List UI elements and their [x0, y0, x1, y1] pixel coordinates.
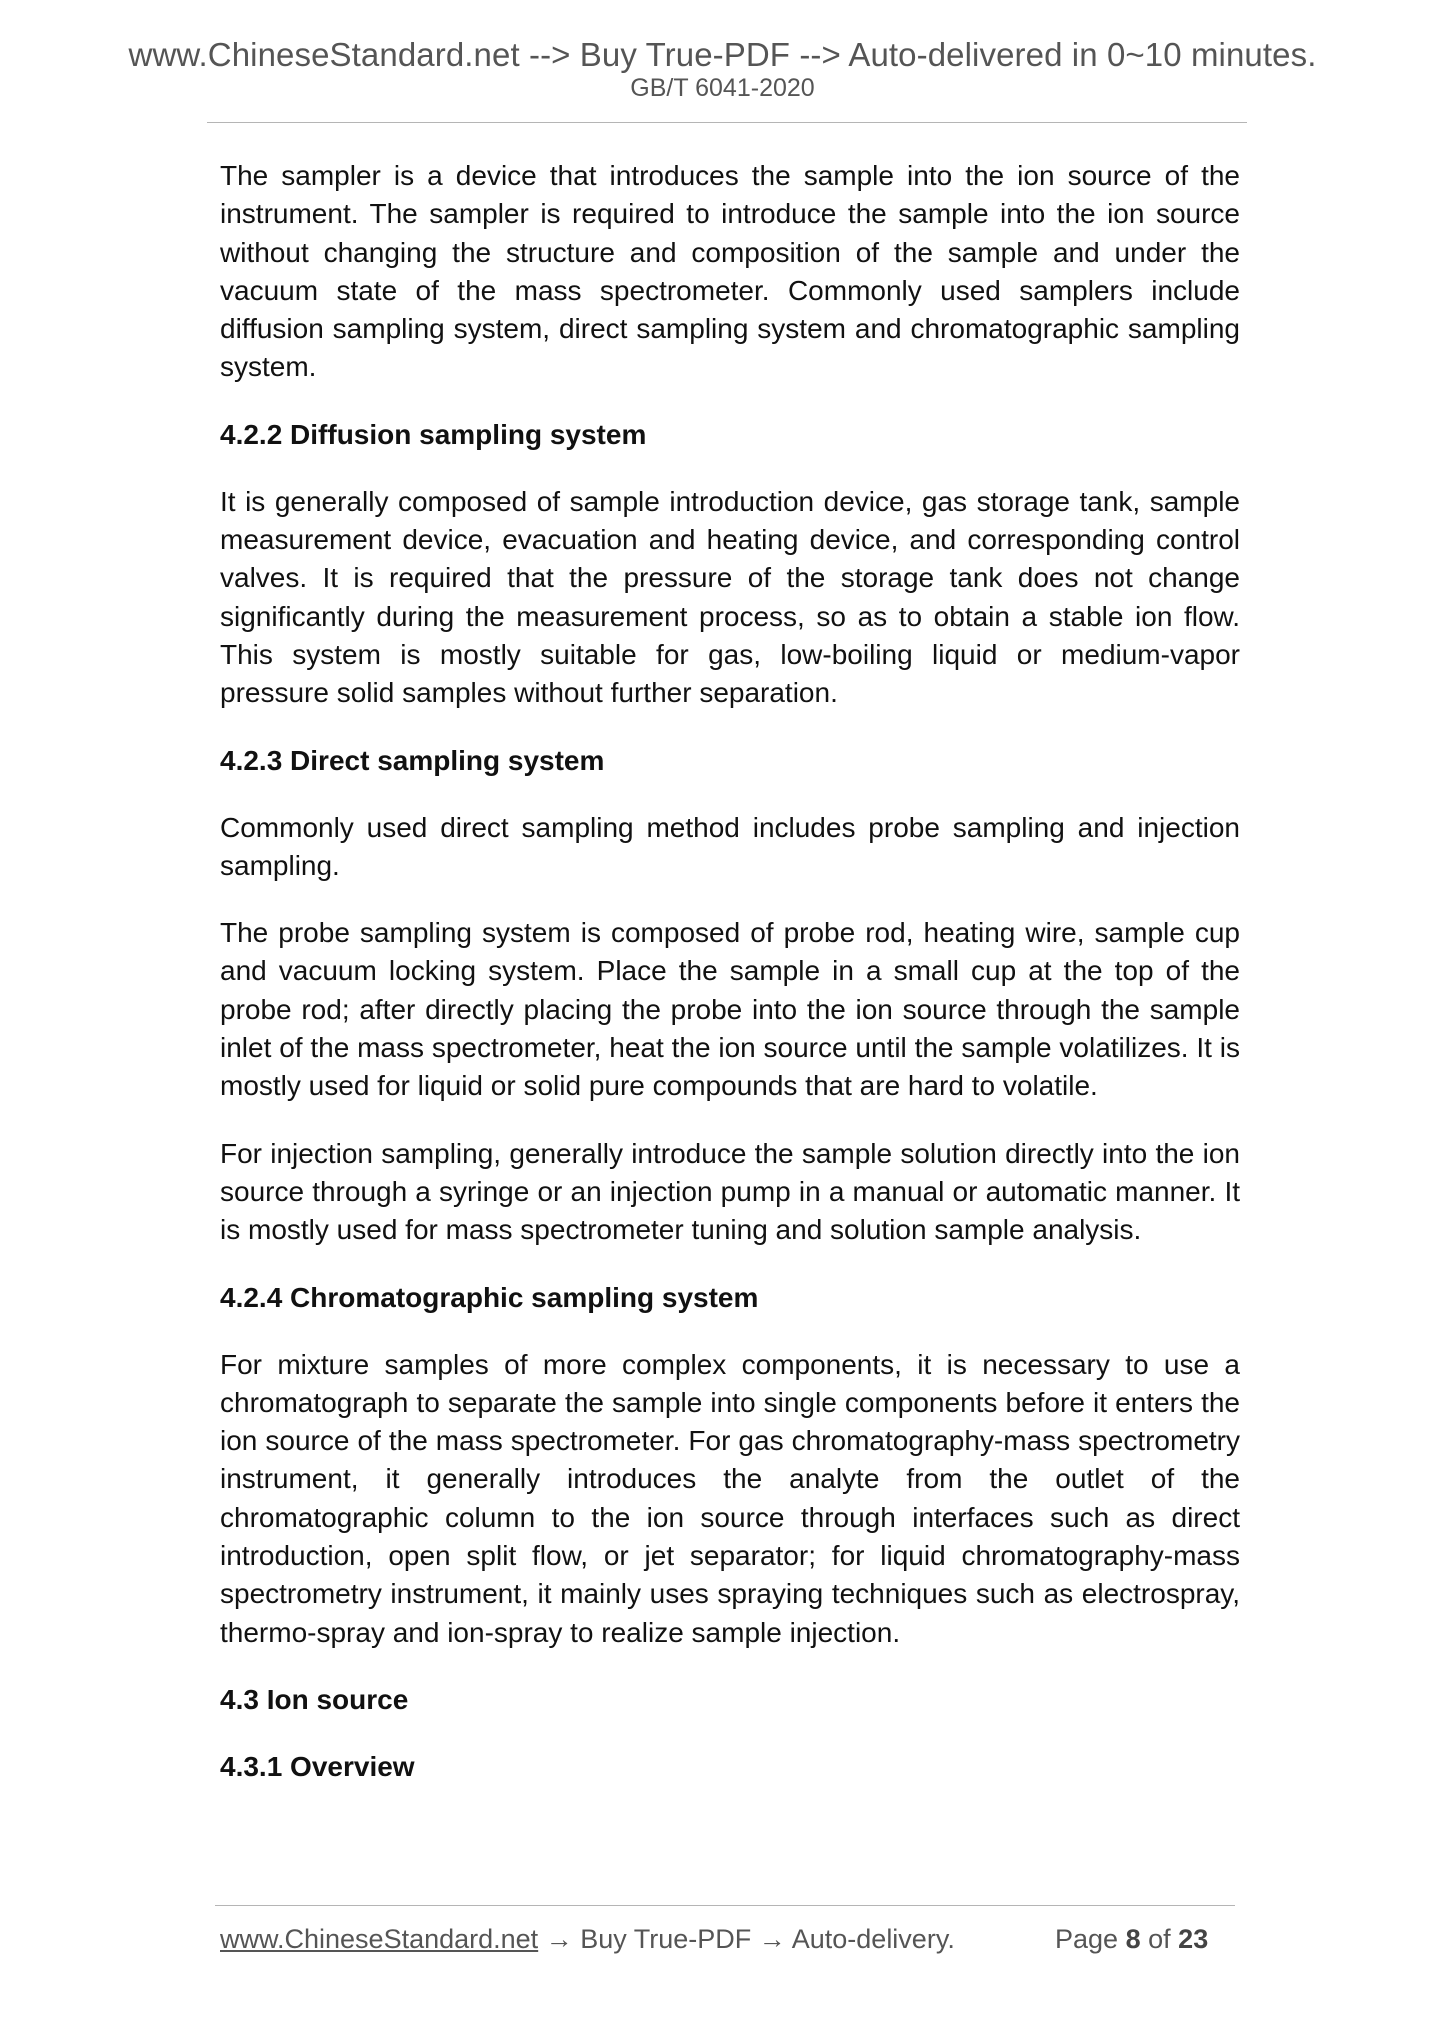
heading-4-2-4: 4.2.4 Chromatographic sampling system — [220, 1281, 759, 1313]
heading-4-3-1: 4.3.1 Overview — [220, 1750, 415, 1782]
footer-link-group — [220, 1924, 955, 1955]
heading-4-2-3: 4.2.3 Direct sampling system — [220, 744, 605, 776]
page-label: Page — [1055, 1924, 1119, 1954]
paragraph-direct-sampling-methods: Commonly used direct sampling method includes probe sampling and injection sampling. — [220, 811, 1240, 881]
page-of-label: of — [1148, 1924, 1171, 1954]
footer-site-link[interactable]: www.ChineseStandard.net — [220, 1924, 539, 1954]
footer-divider — [215, 1905, 1235, 1906]
page-indicator — [1055, 1924, 1208, 1955]
document-body — [220, 157, 1240, 1815]
top-banner: www.ChineseStandard.net --> Buy True-PDF --> Auto-delivered in 0~10 minutes. — [128, 36, 1317, 73]
paragraph-probe-sampling: The probe sampling system is composed of probe rod, heating wire, sample cup and vacuum locking system. Place the sample in a small cup at the top of the probe rod; after directly placing the probe into the ion source through the sample inlet of the mass spectrometer, heat the ion source until the sample volatilizes. It is mostly used for liquid or solid pure compounds that are hard to volatile. — [220, 917, 1240, 1102]
header-divider — [207, 122, 1247, 123]
paragraph-diffusion-sampling: It is generally composed of sample introduction device, gas storage tank, sample measurement device, evacuation and heating device, and corresponding control valves. It is required that the pressure of the storage tank does not change significantly during the measurement process, so as to obtain a stable ion flow. This system is mostly suitable for gas, low-boiling liquid or medium-vapor pressure solid samples without further separation. — [220, 485, 1240, 709]
footer-tagline: → Buy True-PDF → Auto-delivery. — [538, 1924, 955, 1954]
page-total: 23 — [1178, 1924, 1209, 1954]
standard-code: GB/T 6041-2020 — [630, 74, 815, 102]
heading-4-2-2: 4.2.2 Diffusion sampling system — [220, 418, 647, 450]
paragraph-injection-sampling: For injection sampling, generally introduce the sample solution directly into the ion source through a syringe or an injection pump in a manual or automatic manner. It is mostly used for mass spectrometer tuning and solution sample analysis. — [220, 1137, 1240, 1246]
paragraph-chromatographic-sampling: For mixture samples of more complex components, it is necessary to use a chromatograph to separate the sample into single components before it enters the ion source of the mass spectrometer. For gas chromatography-mass spectrometry instrument, it generally introduces the analyte from the outlet of the chromatographic column to the ion source through interfaces such as direct introduction, open split flow, or jet separator; for liquid chromatography-mass spectrometry instrument, it mainly uses spraying techniques such as electrospray, thermo-spray and ion-spray to realize sample injection. — [220, 1348, 1240, 1648]
heading-4-3: 4.3 Ion source — [220, 1683, 409, 1715]
paragraph-sampler-intro: The sampler is a device that introduces the sample into the ion source of the instrument. The sampler is required to introduce the sample into the ion source without changing the structure and composition of the sample and under the vacuum state of the mass spectrometer. Commonly used samplers include diffusion sampling system, direct sampling system and chromatographic sampling system. — [220, 160, 1240, 383]
page-current: 8 — [1125, 1924, 1141, 1954]
